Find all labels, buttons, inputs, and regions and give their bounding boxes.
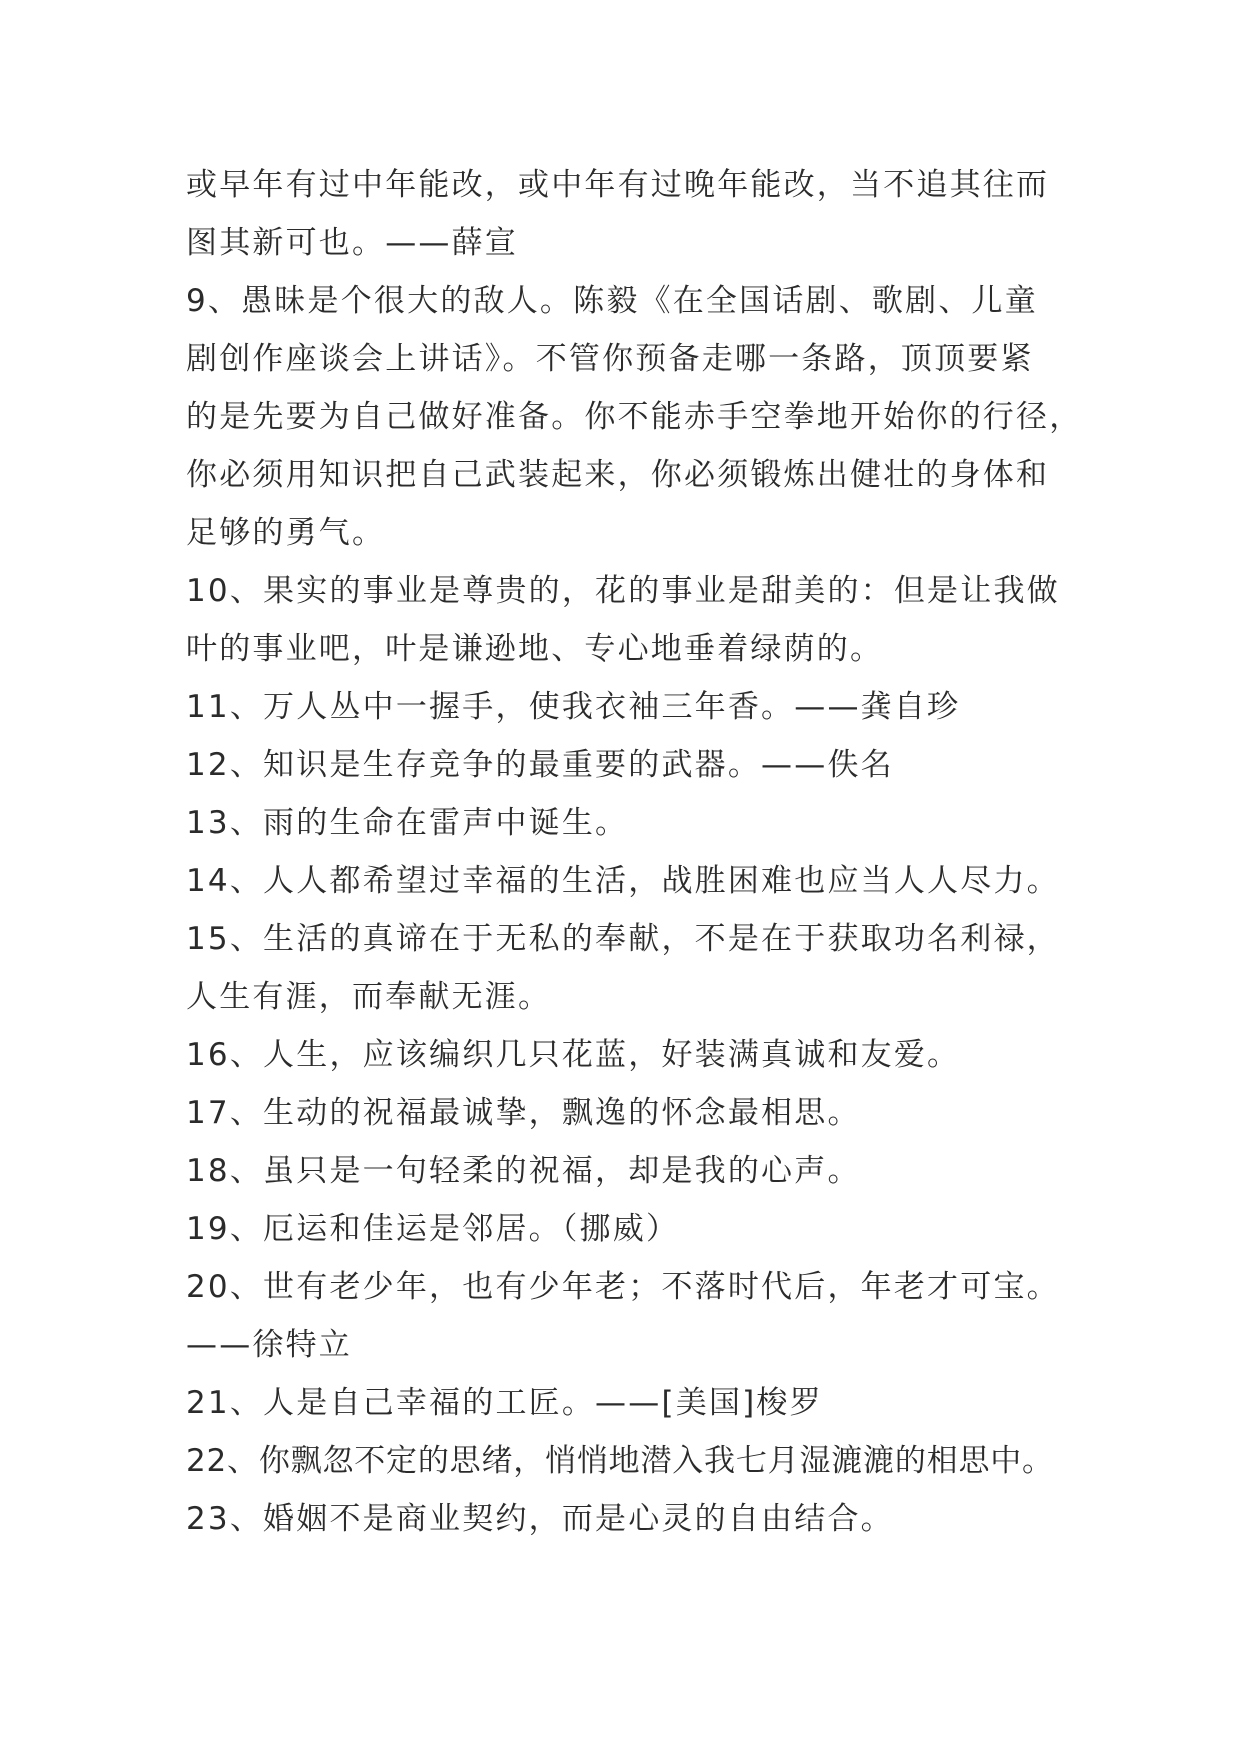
text-line: 18、虽只是一句轻柔的祝福，却是我的心声。: [186, 1153, 861, 1189]
text-line: 叶的事业吧，叶是谦逊地、专心地垂着绿荫的。: [186, 631, 884, 667]
text-line: 图其新可也。——薛宣: [186, 225, 518, 261]
text-line: 你必须用知识把自己武装起来，你必须锻炼出健壮的身体和: [186, 457, 1050, 493]
text-line: 人生有涯，而奉献无涯。: [186, 979, 552, 1015]
text-line: 足够的勇气。: [186, 515, 386, 551]
text-line: 10、果实的事业是尊贵的，花的事业是甜美的：但是让我做: [186, 573, 1060, 609]
text-line: 或早年有过中年能改，或中年有过晚年能改，当不追其往而: [186, 167, 1050, 203]
text-line: 17、生动的祝福最诚挚，飘逸的怀念最相思。: [186, 1095, 861, 1131]
text-line: 16、人生，应该编织几只花蓝，好装满真诚和友爱。: [186, 1037, 961, 1073]
text-line: 12、知识是生存竞争的最重要的武器。——佚名: [186, 747, 894, 783]
text-line: 的是先要为自己做好准备。你不能赤手空拳地开始你的行径，: [186, 399, 1083, 435]
text-line: 15、生活的真谛在于无私的奉献，不是在于获取功名利禄，: [186, 921, 1060, 957]
text-line: 14、人人都希望过幸福的生活，战胜困难也应当人人尽力。: [186, 863, 1060, 899]
document-body: [186, 156, 1083, 1548]
text-line: 11、万人丛中一握手，使我衣袖三年香。——龚自珍: [186, 689, 961, 725]
text-line: 22、你飘忽不定的思绪，悄悄地潜入我七月湿漉漉的相思中。: [186, 1443, 1054, 1479]
text-line: 13、雨的生命在雷声中诞生。: [186, 805, 629, 841]
text-line: 剧创作座谈会上讲话》。不管你预备走哪一条路，顶顶要紧: [186, 341, 1034, 377]
text-line: 23、婚姻不是商业契约，而是心灵的自由结合。: [186, 1501, 894, 1537]
text-line: 9、愚昧是个很大的敌人。陈毅《在全国话剧、歌剧、儿童: [186, 283, 1038, 319]
text-line: 20、世有老少年，也有少年老；不落时代后，年老才可宝。: [186, 1269, 1060, 1305]
text-line: 19、厄运和佳运是邻居。（挪威）: [186, 1211, 680, 1247]
text-line: 21、人是自己幸福的工匠。——[美国]梭罗: [186, 1385, 823, 1421]
text-line: ——徐特立: [186, 1327, 352, 1363]
